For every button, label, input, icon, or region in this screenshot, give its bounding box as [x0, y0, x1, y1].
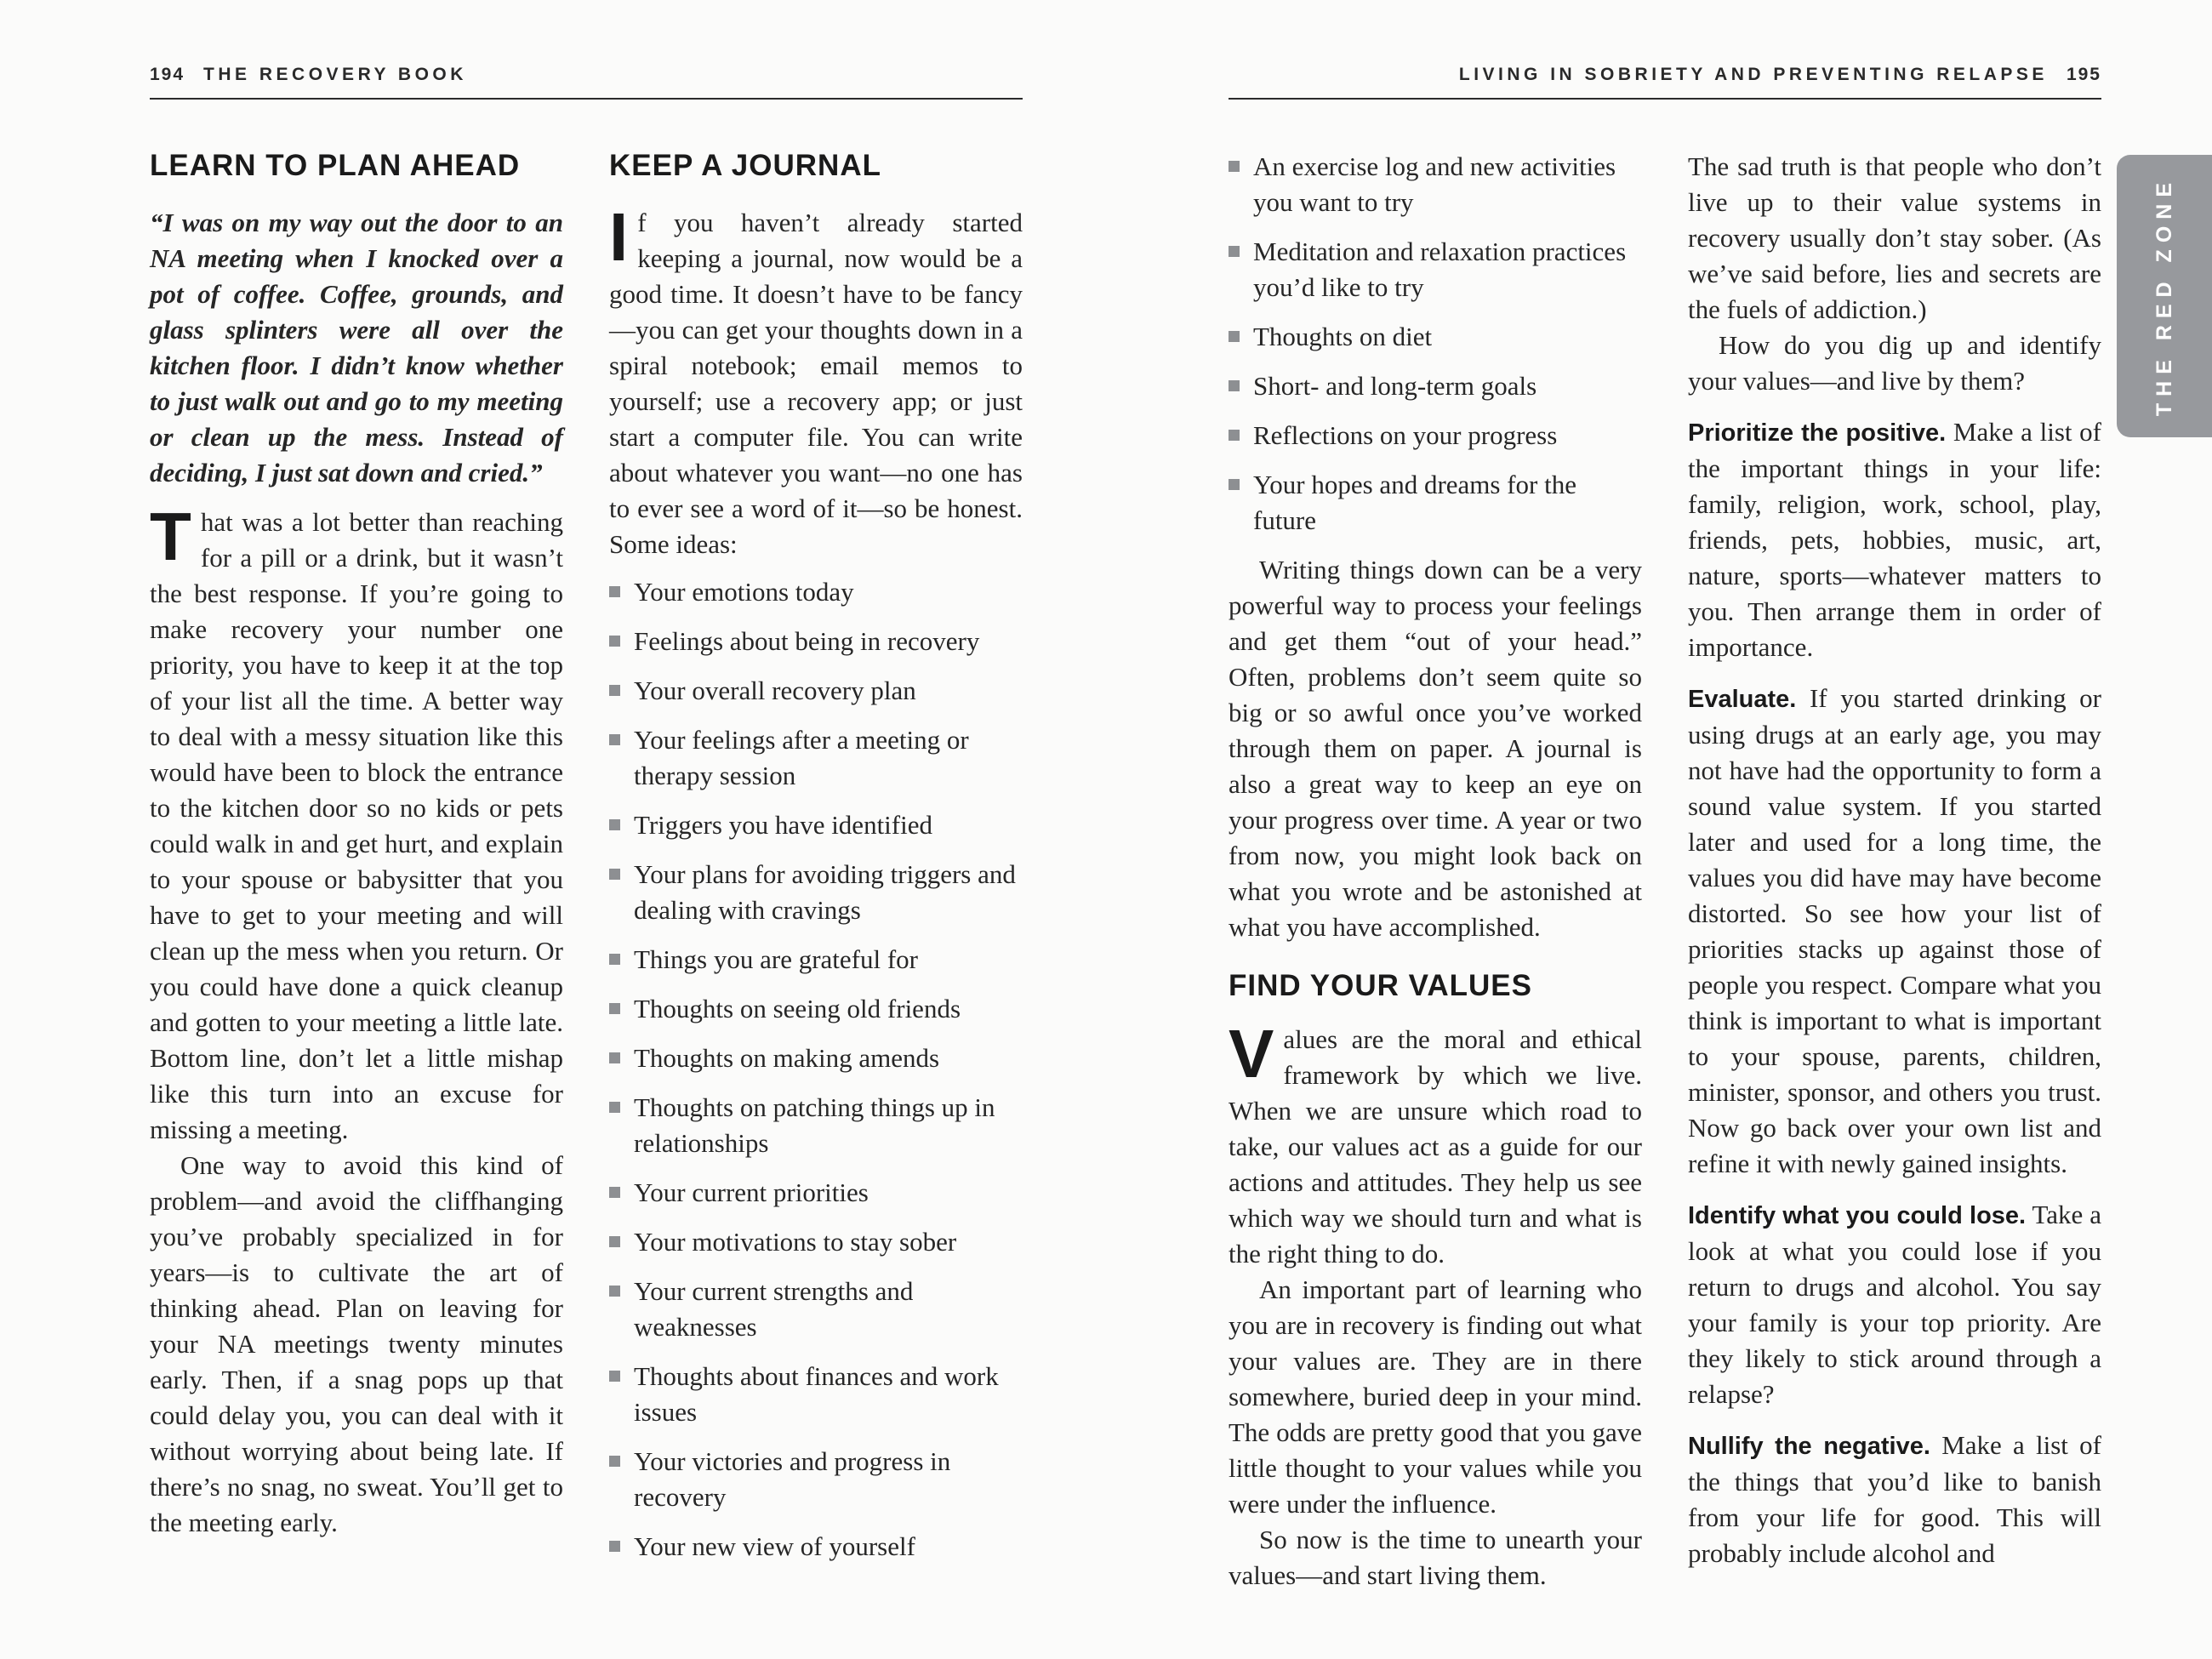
list-item-text: Things you are grateful for: [634, 944, 918, 974]
list-item-text: Thoughts about finances and work issues: [634, 1361, 999, 1427]
list-item: [609, 991, 1023, 1027]
drop-cap: T: [150, 499, 191, 574]
list-item-text: Your current strengths and weaknesses: [634, 1276, 914, 1342]
paragraph-text: alues are the moral and ethical framework by which we live. When we are unsure which road to take, our values act as a guide for our actions and attitudes. They help us see which way we should turn and what is the right thing to do.: [1229, 1024, 1642, 1268]
bullet-square-icon: [609, 1102, 620, 1113]
list-item-text: Your feelings after a meeting or therapy session: [634, 725, 969, 790]
list-item-text: Short- and long-term goals: [1253, 371, 1537, 401]
red-zone-tab-label: THE RED ZONE: [2152, 175, 2176, 417]
paragraph: One way to avoid this kind of problem—and avoid the cliffhanging you’ve probably specialized in for years—is to cultivate the art of thinking ahead. Plan on leaving for your NA meetings twenty minutes early. Then, if a snag pops up that could delay you, you can deal with it without worrying about being late. If there’s no snag, no sweat. You’ll get to the meeting early.: [150, 1150, 563, 1537]
bullet-square-icon: [609, 1052, 620, 1063]
left-page-header: [150, 65, 1023, 98]
pull-quote: “I was on my way out the door to an NA meeting when I knocked over a pot of coffee. Coffee, grounds, and glass splinters were all over the kitchen floor. I didn’t know whether to just walk out and go to my meeting or clean up the mess. Instead of deciding, I just sat down and cried.”: [150, 208, 563, 487]
list-item-text: Triggers you have identified: [634, 810, 932, 840]
lead-paragraph: [1688, 1197, 2101, 1412]
list-item: [609, 722, 1023, 794]
paragraph: [609, 199, 1023, 562]
right-page-columns: [1229, 149, 2101, 1593]
lead-in-bold: Evaluate.: [1688, 686, 1797, 713]
lead-in-bold: Identify what you could lose.: [1688, 1202, 2027, 1229]
bullet-square-icon: [609, 586, 620, 597]
list-item: [1229, 418, 1642, 453]
list-item-text: Thoughts on making amends: [634, 1043, 940, 1073]
list-item: [609, 1175, 1023, 1211]
paragraph-text: f you haven’t already started keeping a journal, now would be a good time. It doesn’t have to be fancy—you can get your thoughts down in a spiral notebook; email memos to yourself; use a recovery app; or just start a computer file. You can write about whatever you want—no one has to ever see a word of it—so be honest. Some ideas:: [609, 208, 1023, 559]
left-page-columns: [150, 149, 1023, 1578]
paragraph-text: hat was a lot better than reaching for a pill or a drink, but it wasn’t the best response. If you’re going to make recovery your number one priority, you have to keep it at the top of your list all the time. A better way to deal with a messy situation like this would have been to block the entrance to the kitchen door so no kids or pets could walk in and get hurt, and explain to your spouse or babysitter that you have to get to your meeting and will clean up the mess when you return. Or you could have done a quick cleanup and gotten to your meeting a little late. Bottom line, don’t let a little mishap like this turn into an excuse for missing a meeting.: [150, 507, 563, 1144]
list-item: [609, 1040, 1023, 1076]
paragraph: How do you dig up and identify your values—and live by them?: [1688, 330, 2101, 396]
book-title: THE RECOVERY BOOK: [203, 65, 467, 84]
bullet-square-icon: [609, 685, 620, 696]
bullet-square-icon: [1229, 246, 1240, 257]
lead-paragraph: [1688, 414, 2101, 665]
paragraph: The sad truth is that people who don’t live up to their value systems in recovery usually don’t stay sober. (As we’ve said before, lies and secrets are the fuels of addiction.): [1688, 151, 2101, 324]
list-item-text: Thoughts on patching things up in relationships: [634, 1092, 995, 1158]
paragraph: [150, 499, 563, 1148]
bullet-square-icon: [609, 869, 620, 880]
section-title-keep-a-journal: KEEP A JOURNAL: [609, 149, 881, 182]
journal-ideas-list-continued: [1229, 149, 1642, 539]
list-item: [609, 624, 1023, 659]
bullet-square-icon: [609, 1236, 620, 1247]
lead-in-bold: Prioritize the positive.: [1688, 419, 1947, 447]
list-item: [609, 1444, 1023, 1515]
paragraph: [1229, 1016, 1642, 1272]
page-number: 195: [2066, 65, 2101, 84]
paragraph-text: Make a list of the important things in your life: family, religion, work, school, play, friends, pets, hobbies, music, art, nature, sports—whatever matters to you. Then arrange them in order of importance.: [1688, 417, 2101, 662]
bullet-square-icon: [609, 1003, 620, 1014]
list-item: [609, 807, 1023, 843]
list-item: [609, 1274, 1023, 1345]
paragraph-text: Make a list of the things that you’d like to banish from your life for good. This will probably include alcohol and: [1688, 1430, 2101, 1568]
bullet-square-icon: [609, 819, 620, 830]
list-item-text: Your motivations to stay sober: [634, 1227, 957, 1257]
header-rule: [150, 98, 1023, 100]
drop-cap: I: [609, 199, 629, 275]
list-item-text: Your victories and progress in recovery: [634, 1446, 951, 1512]
list-item: [609, 1529, 1023, 1565]
list-item-text: Feelings about being in recovery: [634, 626, 980, 656]
lead-in-bold: Nullify the negative.: [1688, 1433, 1930, 1460]
list-item: [609, 857, 1023, 928]
list-item: [1229, 149, 1642, 220]
bullet-square-icon: [609, 1187, 620, 1198]
bullet-square-icon: [609, 1286, 620, 1297]
left-page-column-1: [150, 149, 563, 1578]
left-page: [150, 65, 1023, 1578]
list-item-text: Meditation and relaxation practices you’d like to try: [1253, 237, 1627, 302]
list-item: [609, 1224, 1023, 1260]
lead-paragraph: [1688, 1428, 2101, 1571]
bullet-square-icon: [1229, 331, 1240, 342]
list-item-text: Your new view of yourself: [634, 1531, 915, 1561]
list-item-text: Your overall recovery plan: [634, 676, 916, 705]
list-item: [609, 1359, 1023, 1430]
page-number: 194: [150, 65, 185, 84]
list-item-text: Thoughts on diet: [1253, 322, 1433, 351]
bullet-square-icon: [1229, 380, 1240, 391]
list-item: [609, 673, 1023, 709]
list-item: [609, 574, 1023, 610]
bullet-square-icon: [609, 1456, 620, 1467]
list-item: [609, 942, 1023, 978]
list-item: [1229, 234, 1642, 305]
paragraph-text: Take a look at what you could lose if you return to drugs and alcohol. You say your family is your top priority. Are they likely to stick around through a relapse?: [1688, 1200, 2101, 1409]
bullet-square-icon: [1229, 161, 1240, 172]
bullet-square-icon: [609, 1371, 620, 1382]
right-page-column-1: [1229, 149, 1642, 1593]
bullet-square-icon: [609, 1541, 620, 1552]
bullet-square-icon: [609, 636, 620, 647]
section-title-find-your-values: FIND YOUR VALUES: [1229, 969, 1532, 1002]
list-item-text: Thoughts on seeing old friends: [634, 994, 961, 1023]
list-item-text: Your hopes and dreams for the future: [1253, 470, 1576, 535]
lead-paragraph: [1688, 681, 2101, 1182]
header-rule: [1229, 98, 2101, 100]
right-page-column-2: [1688, 149, 2101, 1593]
list-item: [1229, 319, 1642, 355]
list-item: [1229, 368, 1642, 404]
bullet-square-icon: [609, 954, 620, 965]
left-page-column-2: [609, 149, 1023, 1578]
paragraph: Writing things down can be a very powerful way to process your feelings and get them “out of your head.” Often, problems don’t seem quite so big or so awful once you’ve worked through them on paper. A journal is also a great way to keep an eye on your progress over time. A year or two from now, you might look back on what you wrote and be astonished at what you have accomplished.: [1229, 555, 1642, 942]
right-page: [1229, 65, 2101, 1593]
paragraph: An important part of learning who you are in recovery is finding out what your values are. They are in there somewhere, buried deep in your mind. The odds are pretty good that you gave little thought to your values while you were under the influence.: [1229, 1274, 1642, 1519]
chapter-title: LIVING IN SOBRIETY AND PREVENTING RELAPSE: [1458, 65, 2048, 84]
list-item-text: Your plans for avoiding triggers and dealing with cravings: [634, 859, 1016, 925]
drop-cap: V: [1229, 1016, 1274, 1092]
paragraph-text: If you started drinking or using drugs at an early age, you may not have had the opportunity to form a sound value system. If you started later and used for a long time, the values you did have may have become distorted. So see how your list of priorities stacks up against those of people you respect. Compare what you think is important to what is important to your spouse, parents, children, minister, sponsor, and others you trust. Now go back over your own list and refine it with newly gained insights.: [1688, 683, 2102, 1178]
bullet-square-icon: [1229, 479, 1240, 490]
red-zone-section-tab: [2117, 155, 2212, 437]
right-page-header: [1229, 65, 2101, 98]
list-item-text: Your emotions today: [634, 577, 854, 607]
bullet-square-icon: [609, 734, 620, 745]
journal-ideas-list: [609, 574, 1023, 1565]
list-item-text: Your current priorities: [634, 1177, 869, 1207]
bullet-square-icon: [1229, 430, 1240, 441]
list-item: [1229, 467, 1642, 539]
section-title-learn-to-plan-ahead: LEARN TO PLAN AHEAD: [150, 149, 521, 182]
paragraph: So now is the time to unearth your values—and start living them.: [1229, 1525, 1642, 1590]
list-item: [609, 1090, 1023, 1161]
list-item-text: An exercise log and new activities you want to try: [1253, 151, 1616, 217]
list-item-text: Reflections on your progress: [1253, 420, 1558, 450]
